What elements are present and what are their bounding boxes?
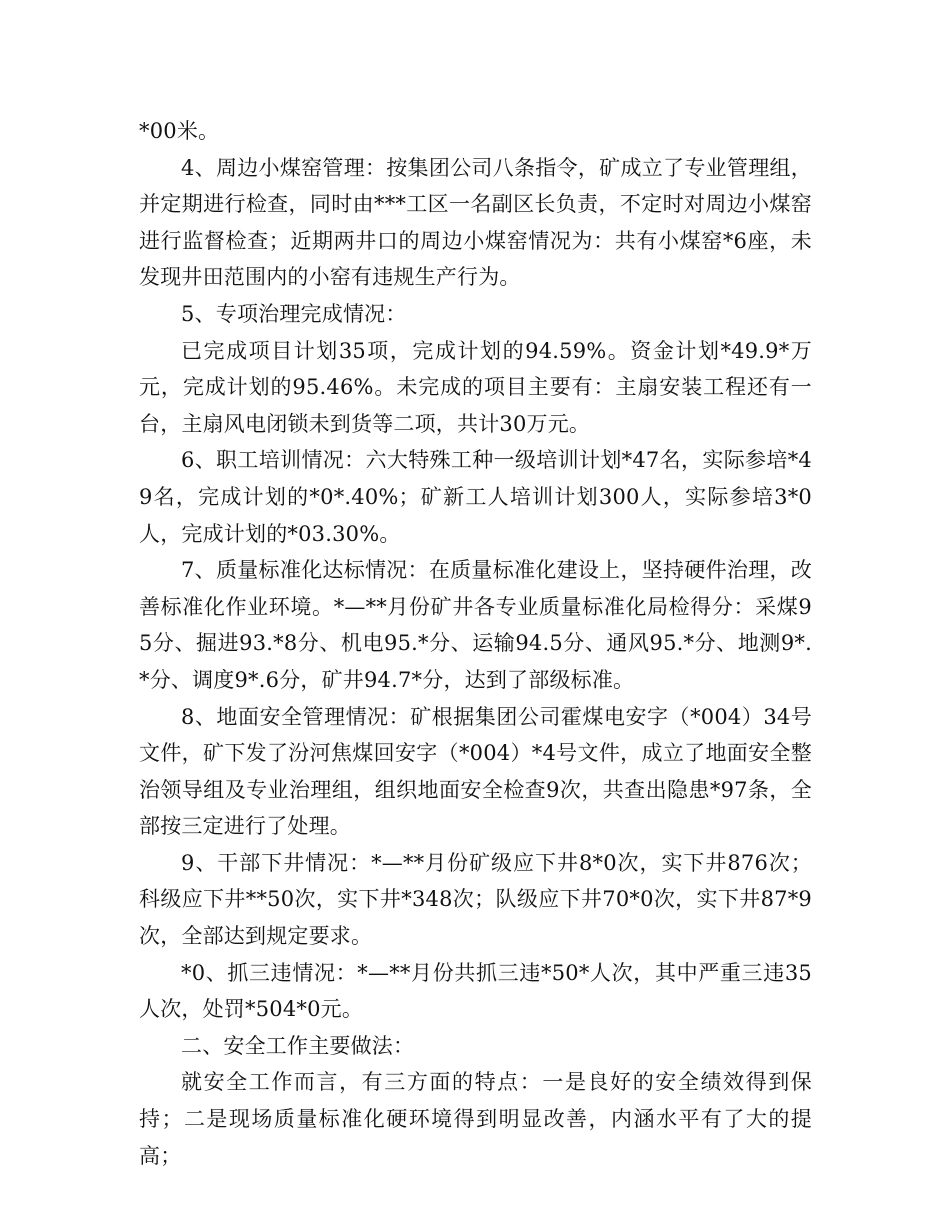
paragraph-item-5-detail: 已完成项目计划35项，完成计划的94.59%。资金计划*49.9*万元，完成计划的95.46%。未完成的项目主要有：主扇安装工程还有一台，主扇风电闭锁未到货等二项，共计30万元。 bbox=[139, 338, 812, 436]
paragraph-item-4: 4、周边小煤窑管理：按集团公司八条指令，矿成立了专业管理组，并定期进行检查，同时由***工区一名副区长负责，不定时对周边小煤窑进行监督检查；近期两井口的周边小煤窑情况为：共有小煤窑*6座，未发现井田范围内的小窑有违规生产行为。 bbox=[139, 155, 812, 290]
paragraph-item-9: 9、干部下井情况：*—**月份矿级应下井8*0次，实下井876次；科级应下井**50次，实下井*348次；队级应下井70*0次，实下井87*9次，全部达到规定要求。 bbox=[139, 850, 812, 949]
document-body bbox=[139, 113, 812, 1174]
paragraph-section-2-body: 就安全工作而言，有三方面的特点：一是良好的安全绩效得到保持；二是现场质量标准化硬环境得到明显改善，内涵水平有了大的提高； bbox=[139, 1070, 812, 1168]
section-heading-2: 二、安全工作主要做法： bbox=[181, 1033, 415, 1058]
paragraph-item-10: *0、抓三违情况：*—**月份共抓三违*50*人次，其中严重三违35人次，处罚*504*0元。 bbox=[139, 960, 812, 1022]
paragraph-continuation: *00米。 bbox=[139, 119, 220, 143]
paragraph-item-6: 6、职工培训情况：六大特殊工种一级培训计划*47名，实际参培*49名，完成计划的*0*.40%；矿新工人培训计划300人，实际参培3*0人，完成计划的*03.30%。 bbox=[139, 448, 812, 546]
paragraph-item-7: 7、质量标准化达标情况：在质量标准化建设上，坚持硬件治理，改善标准化作业环境。*—**月份矿井各专业质量标准化局检得分：采煤95分、掘进93.*8分、机电95.*分、运输94.5分、通风95.*分、地测9*.*分、调度9*.6分，矿井94.7*分，达到了部级标准。 bbox=[139, 558, 812, 692]
paragraph-item-8: 8、地面安全管理情况：矿根据集团公司霍煤电安字（*004）34号文件，矿下发了汾河焦煤回安字（*004）*4号文件，成立了地面安全整治领导组及专业治理组，组织地面安全检查9次，共查出隐患*97条，全部按三定进行了处理。 bbox=[139, 704, 812, 839]
paragraph-item-5: 5、专项治理完成情况： bbox=[181, 301, 407, 326]
